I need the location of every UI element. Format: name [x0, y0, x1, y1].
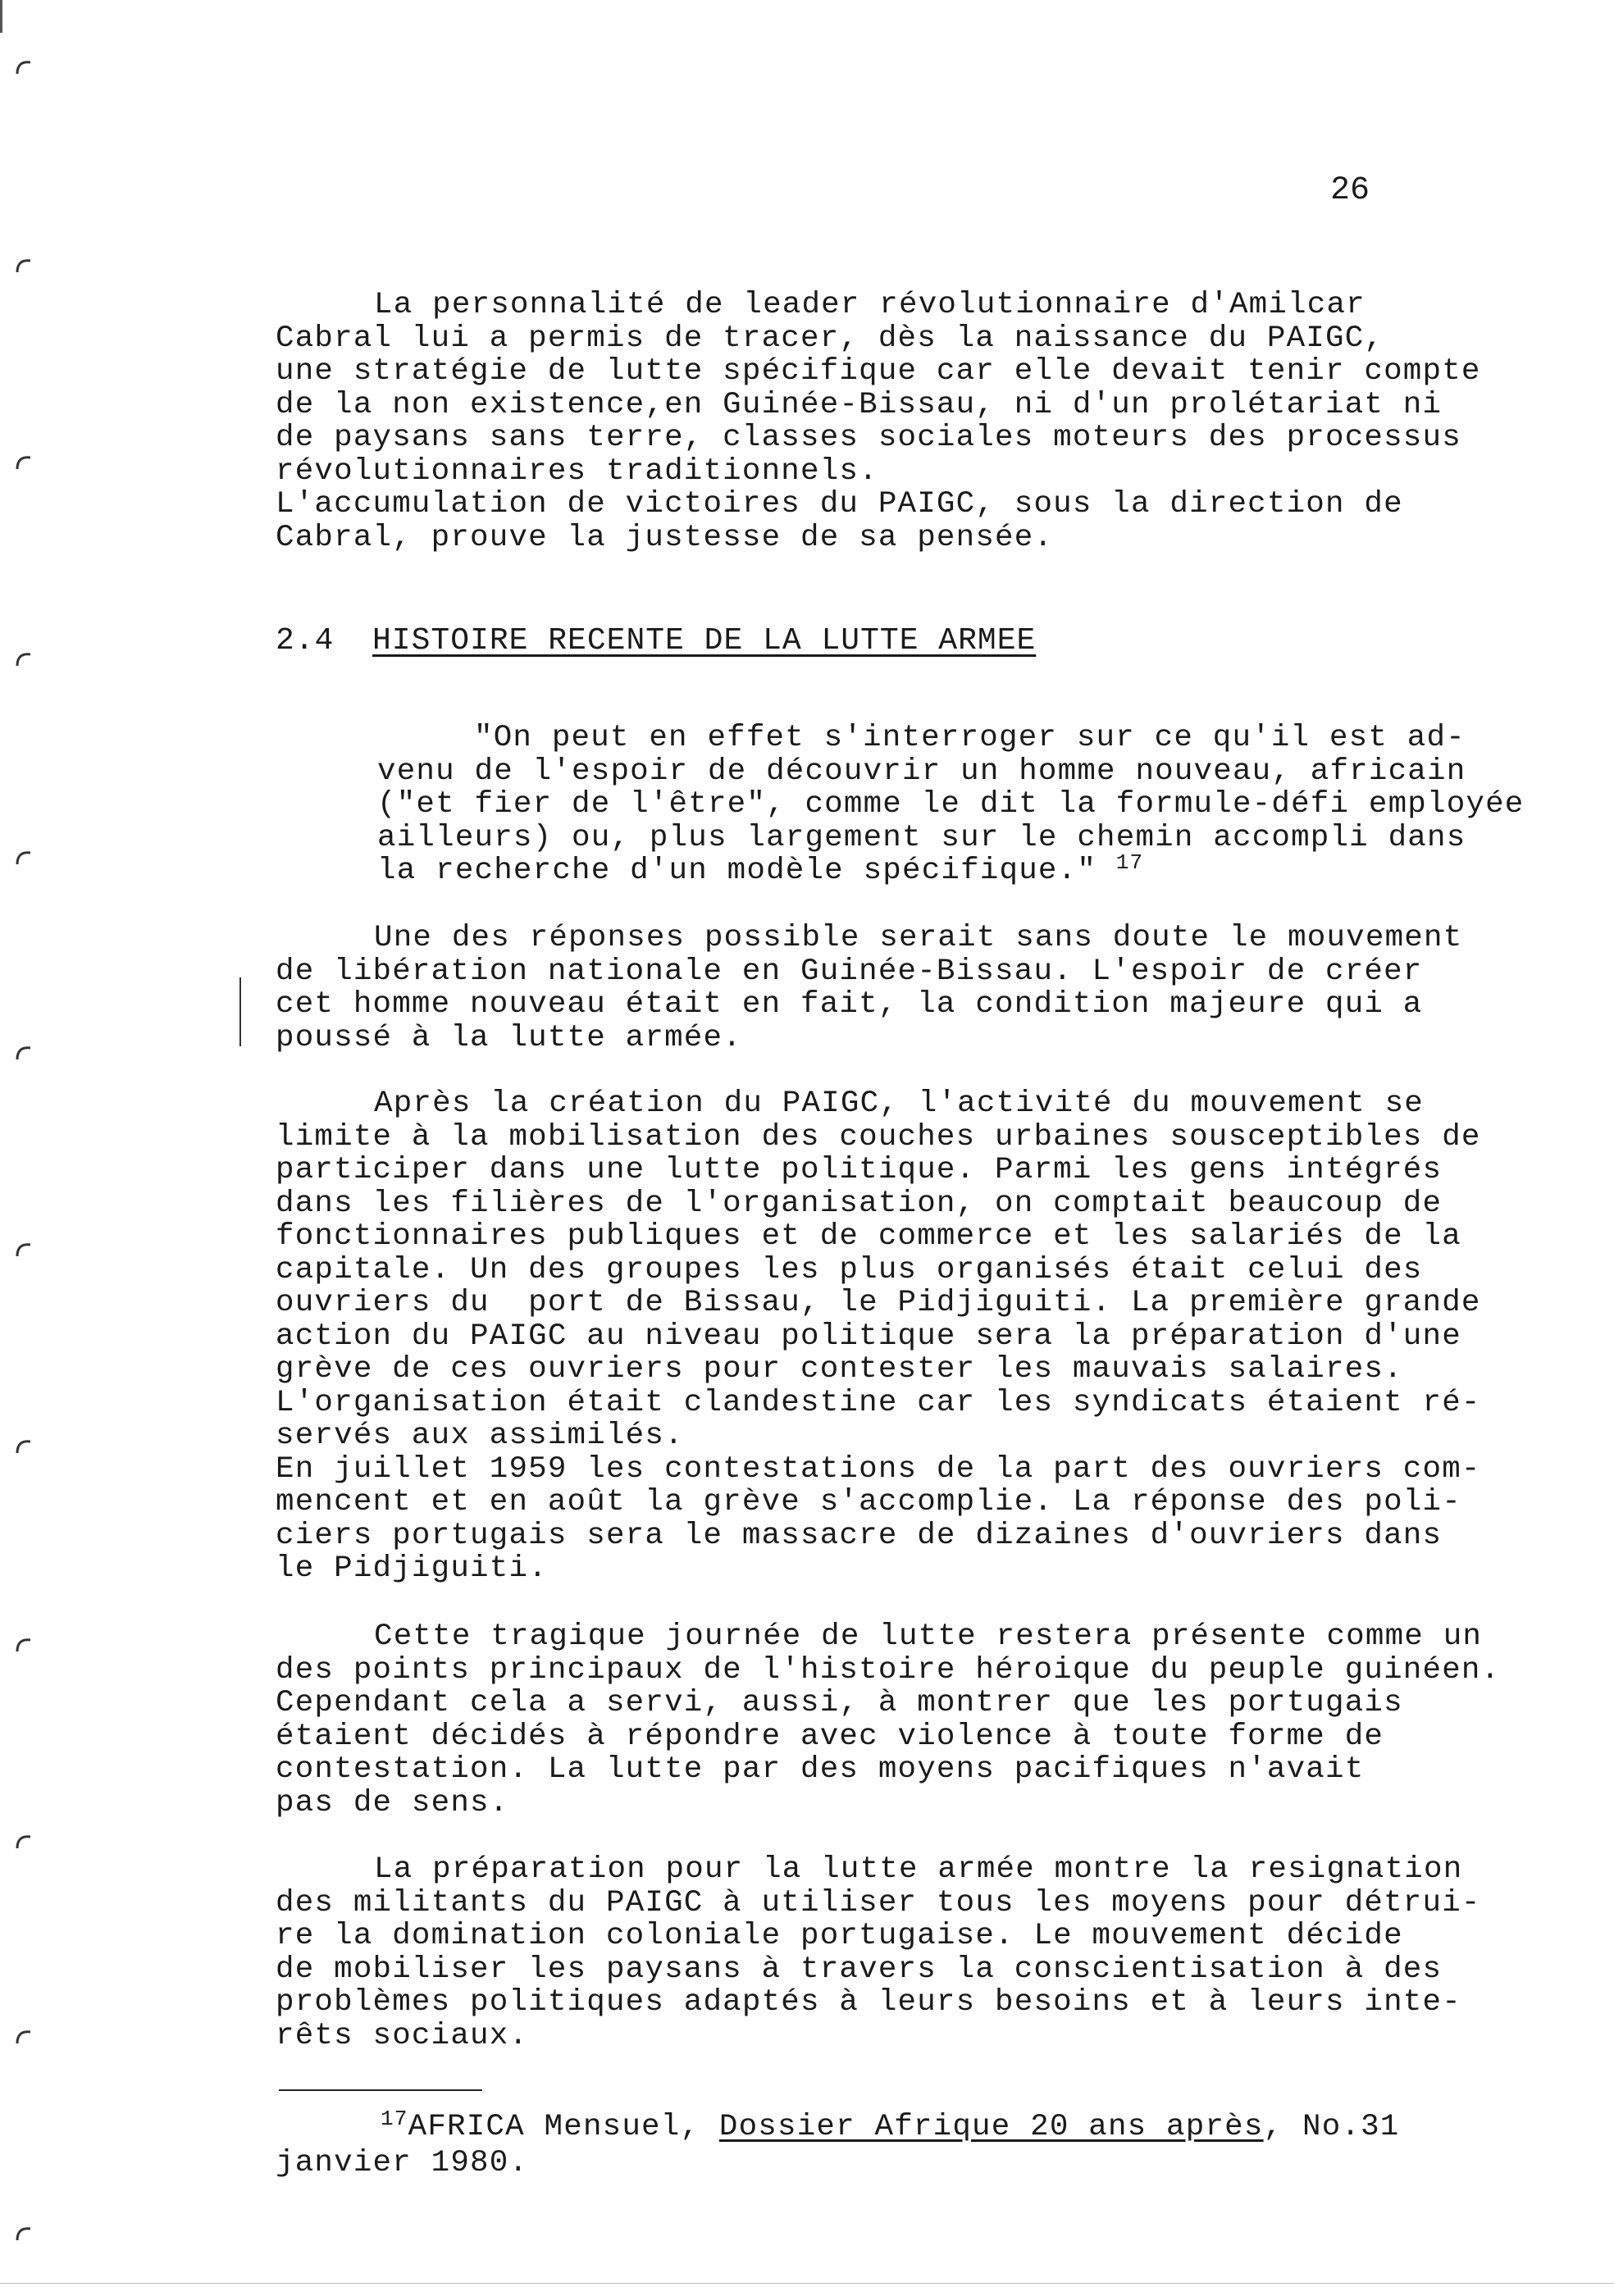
text-line: Cependant cela a servi, aussi, à montrer que les portugais: [276, 1686, 1403, 1720]
text-line: de mobiliser les paysans à travers la conscientisation à des: [276, 1952, 1443, 1987]
text-line: des points principaux de l'histoire héroique du peuple guinéen.: [276, 1652, 1501, 1688]
text-line: Cabral lui a permis de tracer, dès la naissance du PAIGC,: [276, 321, 1384, 356]
text-line: une stratégie de lutte spécifique car elle devait tenir compte: [276, 354, 1481, 389]
text-line: poussé à la lutte armée.: [276, 1020, 742, 1055]
footnote-suffix: , No.31: [1263, 2110, 1400, 2144]
text-line: fonctionnaires publiques et de commerce et les salariés de la: [276, 1219, 1461, 1254]
binder-hole-mark: [15, 1043, 33, 1061]
footnote: [276, 2109, 1555, 2181]
text-line: Cabral, prouve la justesse de sa pensée.: [276, 520, 1054, 555]
block-quote: [377, 722, 1566, 888]
text-line: participer dans une lutte politique. Parmi les gens intégrés: [276, 1153, 1443, 1187]
text-line: problèmes politiques adaptés à leurs besoins et à leurs inte-: [276, 1985, 1461, 2020]
text-line: des militants du PAIGC à utiliser tous les moyens pour détrui-: [276, 1885, 1481, 1920]
quote-line-text: la recherche d'un modèle spécifique.": [377, 854, 1116, 888]
text-line: contestation. La lutte par des moyens pacifiques n'avait: [276, 1752, 1365, 1787]
footnote-title: Dossier Afrique 20 ans après: [718, 2110, 1264, 2144]
text-line: le Pidjiguiti.: [276, 1551, 548, 1586]
text-line: La préparation pour la lutte armée montre la resignation: [374, 1852, 1463, 1887]
binder-hole-mark: [15, 2027, 33, 2045]
text-line: action du PAIGC au niveau politique sera la préparation d'une: [276, 1319, 1461, 1354]
text-line: limite à la mobilisation des couches urbaines sousceptibles de: [276, 1119, 1481, 1155]
quote-line: venu de l'espoir de découvrir un homme nouveau, africain: [377, 754, 1466, 789]
binder-hole-mark: [15, 1240, 33, 1258]
text-line: ouvriers du port de Bissau, le Pidjiguiti. La première grande: [276, 1286, 1481, 1320]
text-line: Cette tragique journée de lutte restera présente comme un: [374, 1620, 1483, 1654]
text-line: Une des réponses possible serait sans doute le mouvement: [374, 921, 1463, 955]
page-number: 26: [1330, 172, 1370, 209]
text-line: Après la création du PAIGC, l'activité du mouvement se: [374, 1086, 1424, 1121]
text-line: capitale. Un des groupes les plus organisés était celui des: [276, 1252, 1423, 1287]
text-line: re la domination coloniale portugaise. Le mouvement décide: [276, 1919, 1403, 1953]
text-line: La personnalité de leader révolutionnaire d'Amilcar: [374, 288, 1366, 322]
text-line: pas de sens.: [276, 1785, 509, 1820]
paragraph-2: [276, 1087, 1539, 1586]
margin-annotation-bar: [239, 977, 241, 1046]
text-line: L'organisation était clandestine car les syndicats étaient ré-: [276, 1385, 1481, 1420]
quote-line: "On peut en effet s'interroger sur ce qu'il est ad-: [474, 721, 1466, 755]
text-line: mencent et en août la grève s'accomplie. La réponse des poli-: [276, 1485, 1461, 1519]
page-edge-mark: [0, 0, 2, 33]
text-line: étaient décidés à répondre avec violence à toute forme de: [276, 1719, 1384, 1754]
binder-hole-mark: [15, 1437, 33, 1455]
footnote-date: janvier 1980.: [276, 2146, 529, 2180]
binder-hole-mark: [15, 1635, 33, 1653]
paragraph-3: [276, 1620, 1539, 1820]
footnote-separator: [279, 2089, 482, 2091]
footnote-marker: 17: [381, 2107, 408, 2131]
text-line: ciers portugais sera le massacre de dizaines d'ouvriers dans: [276, 1518, 1443, 1553]
text-line: dans les filières de l'organisation, on comptait beaucoup de: [276, 1186, 1443, 1221]
binder-hole-mark: [15, 453, 33, 471]
paragraph-4: [276, 1853, 1539, 2052]
text-line: de libération nationale en Guinée-Bissau. L'espoir de créer: [276, 954, 1423, 989]
text-line: de la non existence,en Guinée-Bissau, ni d'un prolétariat ni: [276, 387, 1443, 422]
text-line: grève de ces ouvriers pour contester les mauvais salaires.: [276, 1352, 1403, 1387]
text-line: révolutionnaires traditionnels.: [276, 453, 878, 489]
quote-line: [377, 850, 1566, 888]
text-line: servés aux assimilés.: [276, 1419, 684, 1453]
text-line: cet homme nouveau était en fait, la condition majeure qui a: [276, 987, 1423, 1022]
text-line: L'accumulation de victoires du PAIGC, sous la direction de: [276, 487, 1403, 522]
binder-hole-mark: [15, 57, 33, 75]
intro-paragraph: [276, 289, 1539, 554]
binder-hole-mark: [15, 2224, 33, 2242]
section-heading: [276, 623, 1036, 658]
footnote-source: AFRICA Mensuel,: [408, 2110, 719, 2144]
binder-hole-mark: [15, 256, 33, 274]
text-line: En juillet 1959 les contestations de la part des ouvriers com-: [276, 1451, 1481, 1487]
text-line: de paysans sans terre, classes sociales moteurs des processus: [276, 421, 1461, 455]
binder-hole-mark: [15, 649, 33, 667]
binder-hole-mark: [15, 848, 33, 866]
footnote-reference: 17: [1115, 850, 1144, 875]
section-title: HISTOIRE RECENTE DE LA LUTTE ARMEE: [372, 623, 1037, 658]
section-number: 2.4: [276, 623, 335, 658]
paragraph-1: [276, 922, 1539, 1055]
binder-hole-mark: [15, 1832, 33, 1850]
footnote-line: [276, 2109, 1555, 2145]
page-bottom-edge: [0, 2283, 1614, 2284]
quote-line: ailleurs) ou, plus largement sur le chemin accompli dans: [377, 820, 1466, 855]
quote-line: ("et fier de l'être", comme le dit la formule-défi employée: [377, 787, 1525, 822]
text-line: rêts sociaux.: [276, 2018, 529, 2053]
